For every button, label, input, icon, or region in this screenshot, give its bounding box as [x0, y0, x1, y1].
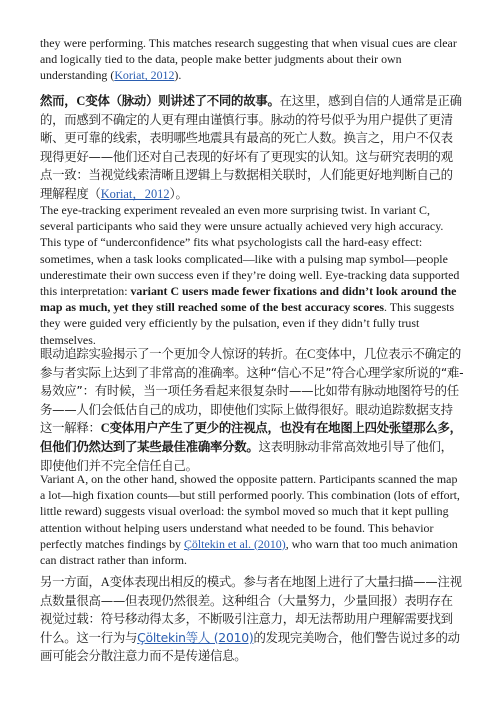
citation-link-coltekin[interactable]: Çöltekin等人 (2010): [137, 629, 254, 645]
text: 变体表现出相反的模式。参与者在地图上进行了大量扫描——注视点数量很高——但表现仍然很差。这种组合（大量努力，少量回报）表明存在视觉过载：符号移动得太多，不断吸引注意力，却无法帮助用户理解需要找到什么。这一行为与: [40, 574, 462, 645]
text: The eye-tracking experiment revealed an even more surprising twist. In variant C, several participants who said they were unsure actually achieved very high accuracy. This type of “underconfidence” fits what psychologists call the hard-easy effect: sometimes, when a task looks complicated—like with a pulsing map symbol—people underestimate their own success even if they’re doing well. Eye-tracking data supported this interpretation:: [40, 203, 460, 299]
text: A: [100, 575, 110, 589]
text: 变体中，几位表示不确定的参与者实际上达到了非常高的准确率。这种“信心不足”符合心理学家所说的“难-易效应”：有时候，当一项任务看起来很复杂时——比如带有脉动地图符号的任务——人们会低估自己的成功，即使他们实际上做得很好。眼动追踪数据支持这一解释：: [40, 346, 464, 436]
text: 另一方面，: [40, 574, 101, 589]
bold-text: variant C users made fewer fixations and didn’t look around the map as much, yet they still reached some of the best accuracy scores: [40, 284, 457, 315]
bold-text: 变体用户产生了更少的注视点，也没有在地图上四处张望那么多，但他们仍然达到了某些最佳准确率分数。: [40, 420, 462, 454]
paragraph-zh-1: [40, 92, 464, 204]
text: C: [307, 347, 316, 361]
text: they were performing. This matches research suggesting that when visual cues are clear and logically tied to the data, people make better judgments about their own understanding (: [40, 36, 457, 83]
bold-text: C: [76, 94, 86, 108]
text: ）。: [169, 185, 188, 201]
text: 眼动追踪实验揭示了一个更加令人惊讶的转折。在: [40, 346, 308, 361]
paragraph-en-3: [40, 471, 464, 568]
bold-text: C: [100, 421, 110, 436]
text: . This suggests they were guided very efficiently by the pulsation, even if they didn’t fully trust themselves.: [40, 300, 455, 347]
text: 这表明脉动非常高效地引导了他们，即使他们并不完全信任自己。: [40, 438, 453, 473]
text: 在这里，感到自信的人通常是正确的，而感到不确定的人更有理由谨慎行事。脉动的符号似乎为用户提供了更清晰、更可靠的线索，表明哪些地震具有最高的死亡人数。换言之，用户不仅表现得更好——他们还对自己表现的好坏有了更现实的认知。这与研究表明的观点一致：当视觉线索清晰且逻辑上与数据相关联时，人们能更好地判断自己的理解程度（: [40, 93, 462, 201]
paragraph-zh-3: [40, 573, 464, 666]
text: ).: [174, 68, 182, 83]
bold-text: 然而，: [40, 93, 77, 108]
citation-link-koriat[interactable]: Koriat, 2012: [114, 68, 175, 83]
paragraph-en-1: [40, 35, 464, 84]
citation-link-koriat[interactable]: Koriat，2012: [100, 186, 170, 201]
paragraph-en-2: [40, 202, 464, 348]
citation-link-coltekin[interactable]: Çöltekin et al. (2010): [183, 536, 286, 551]
text: 的发现完美吻合，他们警告说过多的动画可能会分散注意力而不是传递信息。: [40, 629, 460, 664]
paragraph-zh-2: [40, 345, 464, 475]
bold-text: 变体（脉动）则讲述了不同的故事。: [85, 93, 280, 108]
text: Variant A, on the other hand, showed the opposite pattern. Participants scanned the map a lot—high fixation counts—but still performed poorly. This combination (lots of effort, little reward) suggests visual overload: the symbol moved so much that it kept pulling attention without helping users understand what needed to be found. This behavior perfectly matches findings by: [40, 472, 460, 551]
text: , who warn that too much animation can distract rather than inform.: [40, 536, 458, 568]
